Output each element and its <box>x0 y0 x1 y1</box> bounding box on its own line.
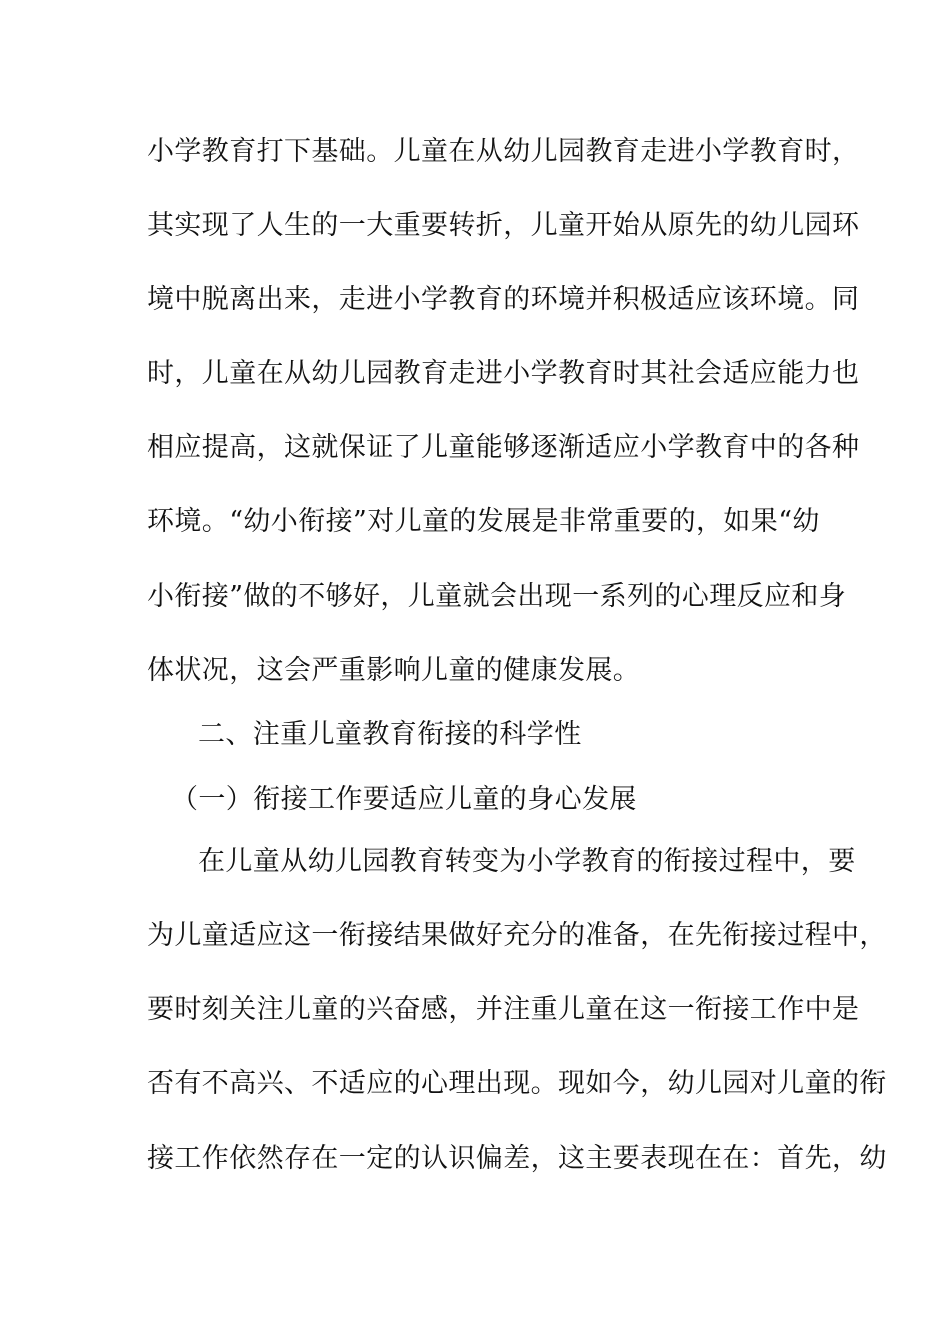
paragraph-line: 其实现了人生的一大重要转折，儿童开始从原先的幼儿园环 <box>147 210 860 241</box>
paragraph-line: 环境。“幼小衔接”对儿童的发展是非常重要的，如果“幼 <box>147 506 820 537</box>
paragraph-line: 小衔接”做的不够好，儿童就会出现一系列的心理反应和身 <box>147 581 847 612</box>
paragraph-line: 时，儿童在从幼儿园教育走进小学教育时其社会适应能力也 <box>147 358 860 389</box>
paragraph-line: 要时刻关注儿童的兴奋感，并注重儿童在这一衔接工作中是 <box>147 994 860 1025</box>
subsection-heading: （一）衔接工作要适应儿童的身心发展 <box>171 784 637 815</box>
paragraph-line: 为儿童适应这一衔接结果做好充分的准备，在先衔接过程中， <box>147 920 887 951</box>
paragraph-line: 体状况，这会严重影响儿童的健康发展。 <box>147 655 641 686</box>
paragraph-line: 相应提高，这就保证了儿童能够逐渐适应小学教育中的各种 <box>147 432 860 463</box>
paragraph-line: 小学教育打下基础。儿童在从幼儿园教育走进小学教育时， <box>147 136 860 167</box>
paragraph-line: 否有不高兴、不适应的心理出现。现如今，幼儿园对儿童的衔 <box>147 1068 887 1099</box>
section-heading: 二、注重儿童教育衔接的科学性 <box>198 719 582 750</box>
paragraph-line: 接工作依然存在一定的认识偏差，这主要表现在在：首先，幼 <box>147 1143 887 1174</box>
paragraph-line: 境中脱离出来，走进小学教育的环境并积极适应该环境。同 <box>147 284 860 315</box>
paragraph-line: 在儿童从幼儿园教育转变为小学教育的衔接过程中，要 <box>198 846 856 877</box>
